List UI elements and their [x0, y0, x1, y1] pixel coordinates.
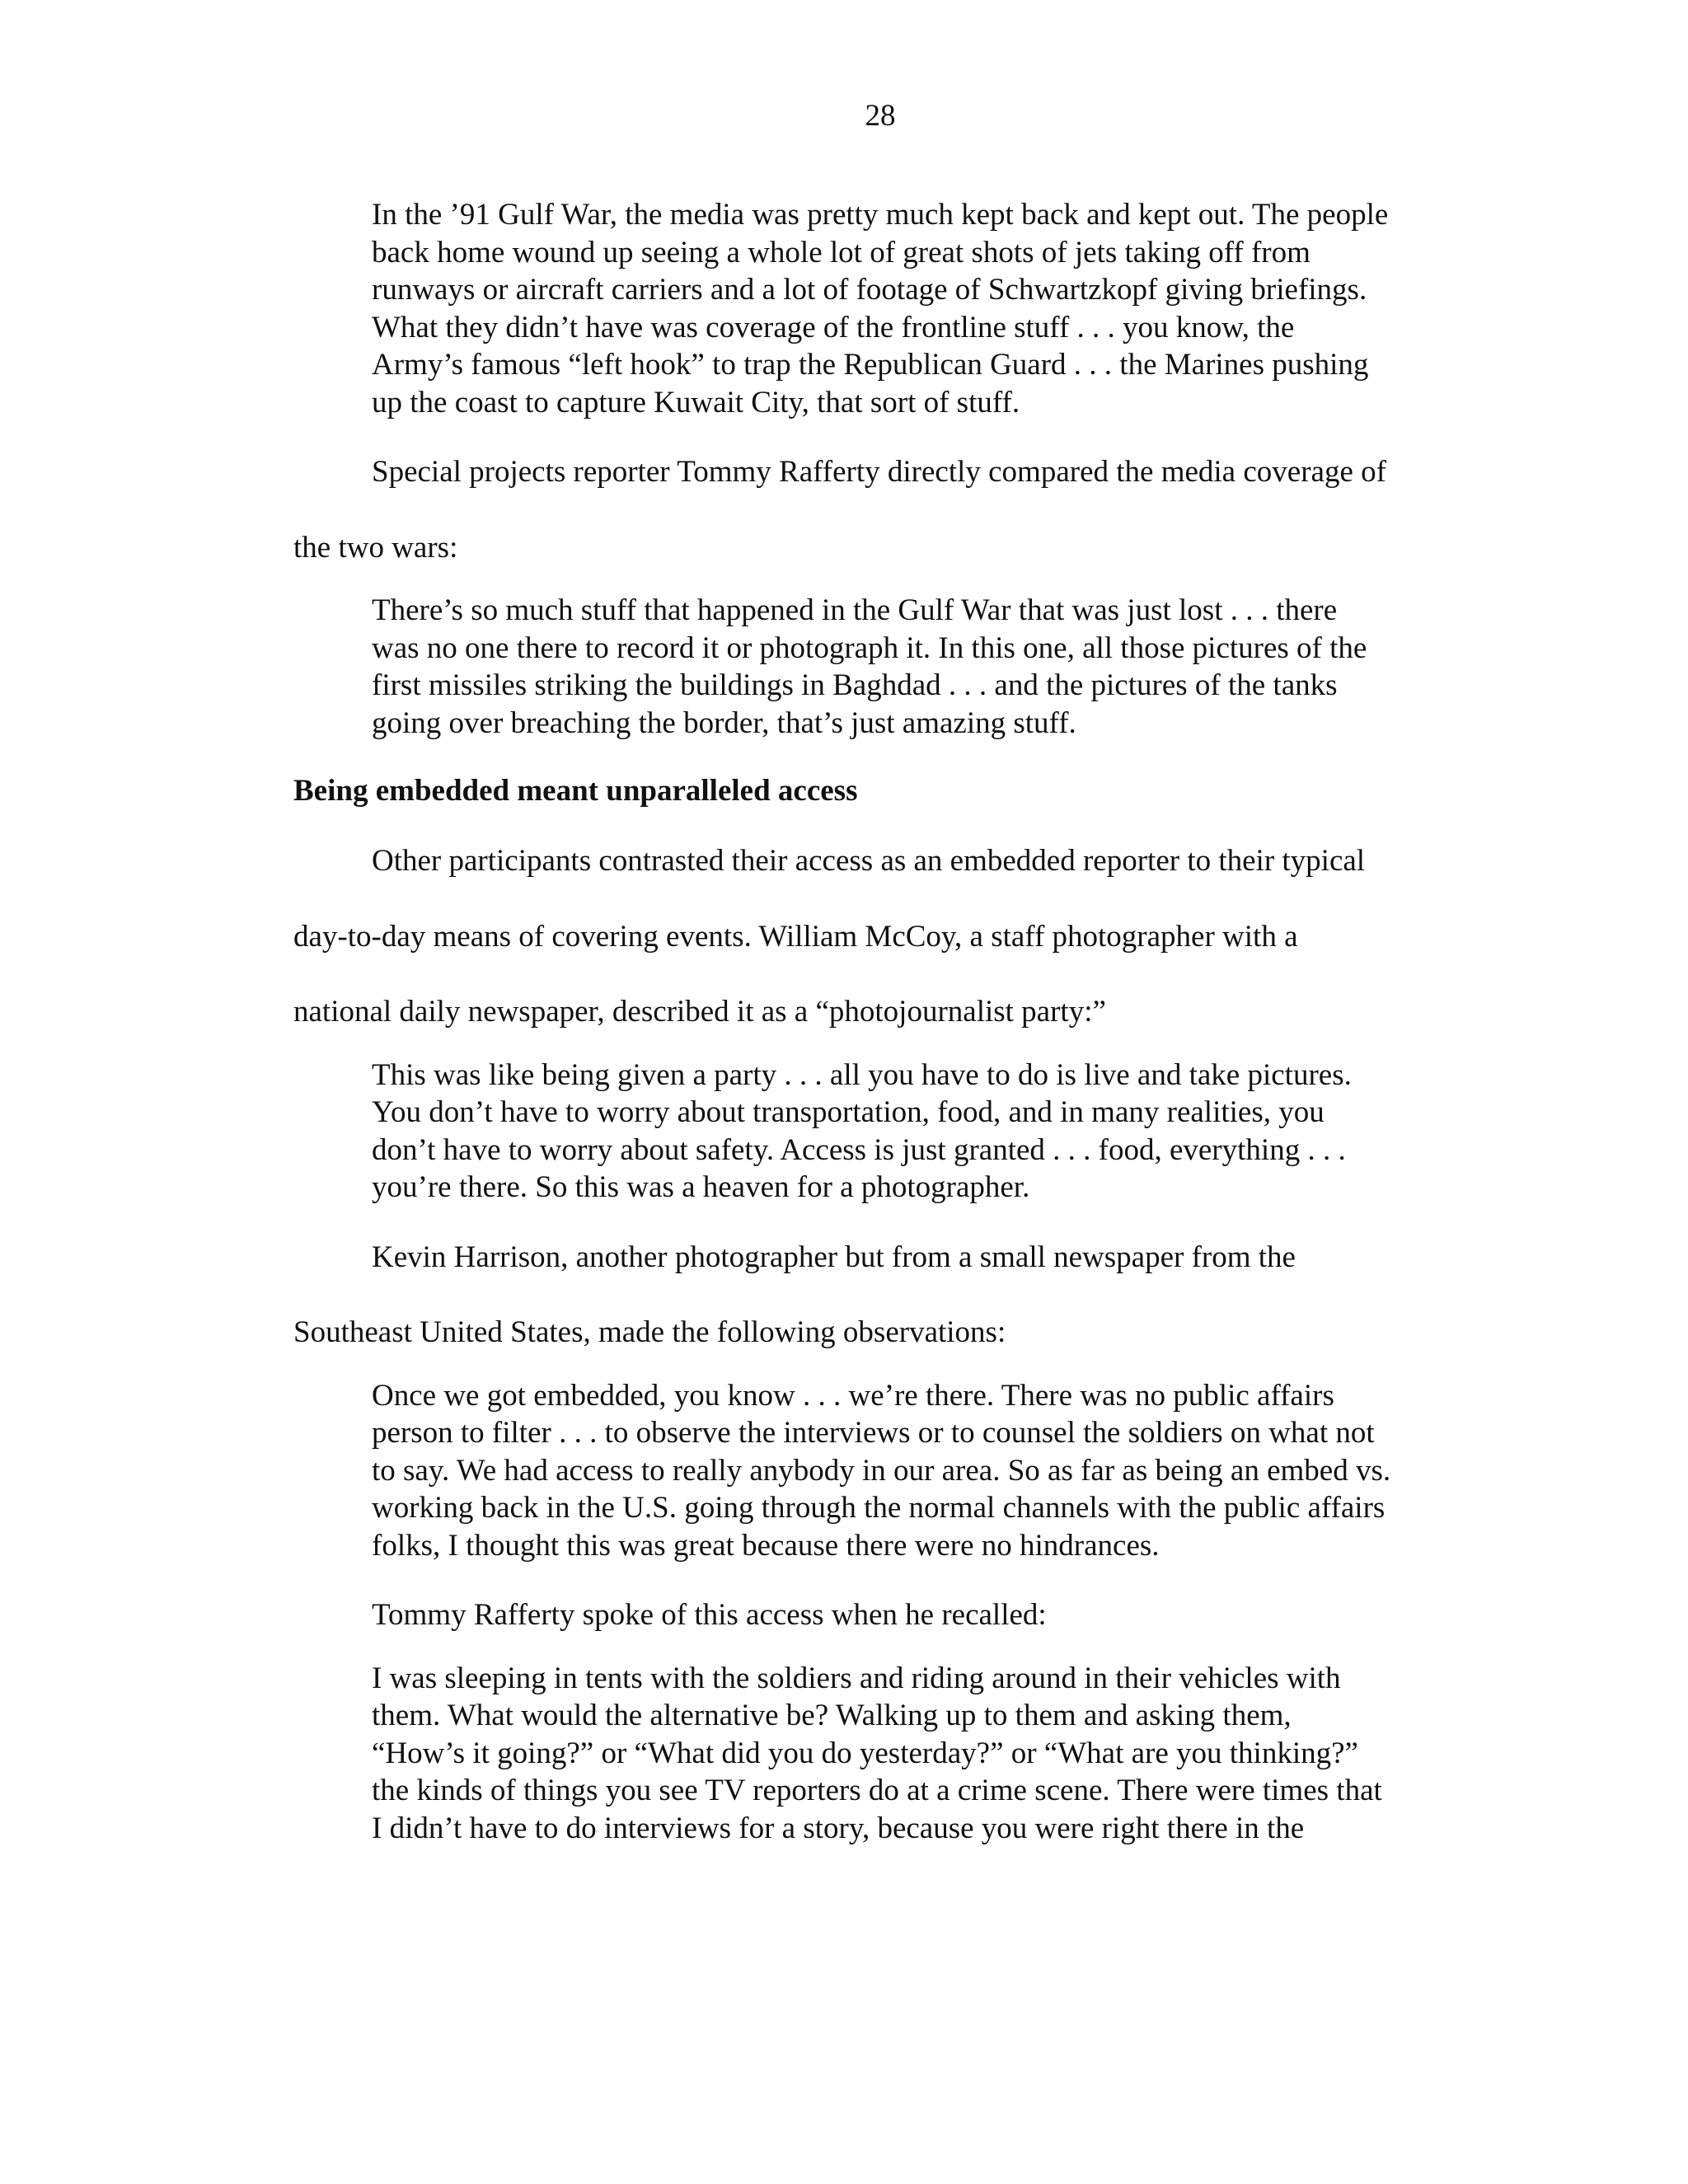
paragraph-line: Tommy Rafferty spoke of this access when he recalled:: [372, 1598, 1047, 1632]
quote-line: In the ’91 Gulf War, the media was pretty much kept back and kept out. The people: [372, 198, 1389, 232]
quote-line: runways or aircraft carriers and a lot of footage of Schwartzkopf giving briefings.: [372, 273, 1367, 307]
quote-line: person to filter . . . to observe the interviews or to counsel the soldiers on what not: [372, 1416, 1375, 1450]
paragraph-line: the two wars:: [293, 530, 458, 565]
quote-line: I didn’t have to do interviews for a story, because you were right there in the: [372, 1811, 1305, 1845]
quote-line: first missiles striking the buildings in Baghdad . . . and the pictures of the tanks: [372, 668, 1338, 702]
quote-line: was no one there to record it or photograph it. In this one, all those pictures of the: [372, 630, 1367, 665]
quote-line: “How’s it going?” or “What did you do yesterday?” or “What are you thinking?”: [372, 1736, 1358, 1770]
quote-line: to say. We had access to really anybody in our area. So as far as being an embed vs.: [372, 1453, 1391, 1488]
quote-line: working back in the U.S. going through the normal channels with the public affairs: [372, 1491, 1386, 1525]
quote-line: back home wound up seeing a whole lot of great shots of jets taking off from: [372, 235, 1311, 269]
quote-line: the kinds of things you see TV reporters do at a crime scene. There were times that: [372, 1774, 1382, 1807]
paragraph-access-contrast: [293, 823, 1472, 1050]
quote-line: going over breaching the border, that’s just amazing stuff.: [372, 705, 1076, 740]
quote-line: folks, I thought this was great because there were no hindrances.: [372, 1528, 1160, 1563]
quote-line: Once we got embedded, you know . . . we’re there. There was no public affairs: [372, 1378, 1334, 1413]
block-quote-sleeping-in-tents: [372, 1660, 1484, 1848]
block-quote-photojournalist-party: [372, 1057, 1484, 1207]
paragraph-line: day-to-day means of covering events. William McCoy, a staff photographer with a: [293, 919, 1298, 954]
quote-line: Army’s famous “left hook” to trap the Republican Guard . . . the Marines pushing: [372, 348, 1369, 382]
page-number: 28: [865, 99, 896, 133]
quote-line: up the coast to capture Kuwait City, that sort of stuff.: [372, 385, 1020, 419]
block-quote-gulf-war-media: [372, 196, 1484, 421]
paragraph-line: Special projects reporter Tommy Rafferty directly compared the media coverage of: [372, 455, 1386, 489]
section-heading: Being embedded meant unparalleled access: [293, 774, 858, 808]
document-body: [293, 196, 1472, 1847]
block-quote-gulf-war-lost: [372, 592, 1484, 742]
quote-line: What they didn’t have was coverage of the frontline stuff . . . you know, the: [372, 310, 1295, 344]
paragraph-line: Southeast United States, made the following observations:: [293, 1315, 1006, 1349]
quote-line: them. What would the alternative be? Walking up to them and asking them,: [372, 1699, 1292, 1732]
quote-line: You don’t have to worry about transportation, food, and in many realities, you: [372, 1095, 1325, 1129]
paragraph-rafferty-recall: [293, 1577, 1472, 1653]
paragraph-line: national daily newspaper, described it as a “photojournalist party:”: [293, 995, 1106, 1029]
quote-line: don’t have to worry about safety. Access is just granted . . . food, everything . . .: [372, 1132, 1346, 1167]
quote-line: This was like being given a party . . . all you have to do is live and take pictures.: [372, 1057, 1352, 1092]
quote-line: you’re there. So this was a heaven for a photographer.: [372, 1170, 1030, 1204]
paragraph-line: Other participants contrasted their access as an embedded reporter to their typical: [372, 844, 1366, 878]
quote-line: There’s so much stuff that happened in the Gulf War that was just lost . . . there: [372, 593, 1338, 627]
paragraph-line: Kevin Harrison, another photographer but from a small newspaper from the: [372, 1240, 1296, 1274]
quote-line: I was sleeping in tents with the soldiers and riding around in their vehicles with: [372, 1661, 1341, 1695]
paragraph-rafferty-comparison: [293, 434, 1472, 585]
paragraph-harrison-intro: [293, 1220, 1472, 1371]
block-quote-embedded-access: [372, 1377, 1484, 1565]
